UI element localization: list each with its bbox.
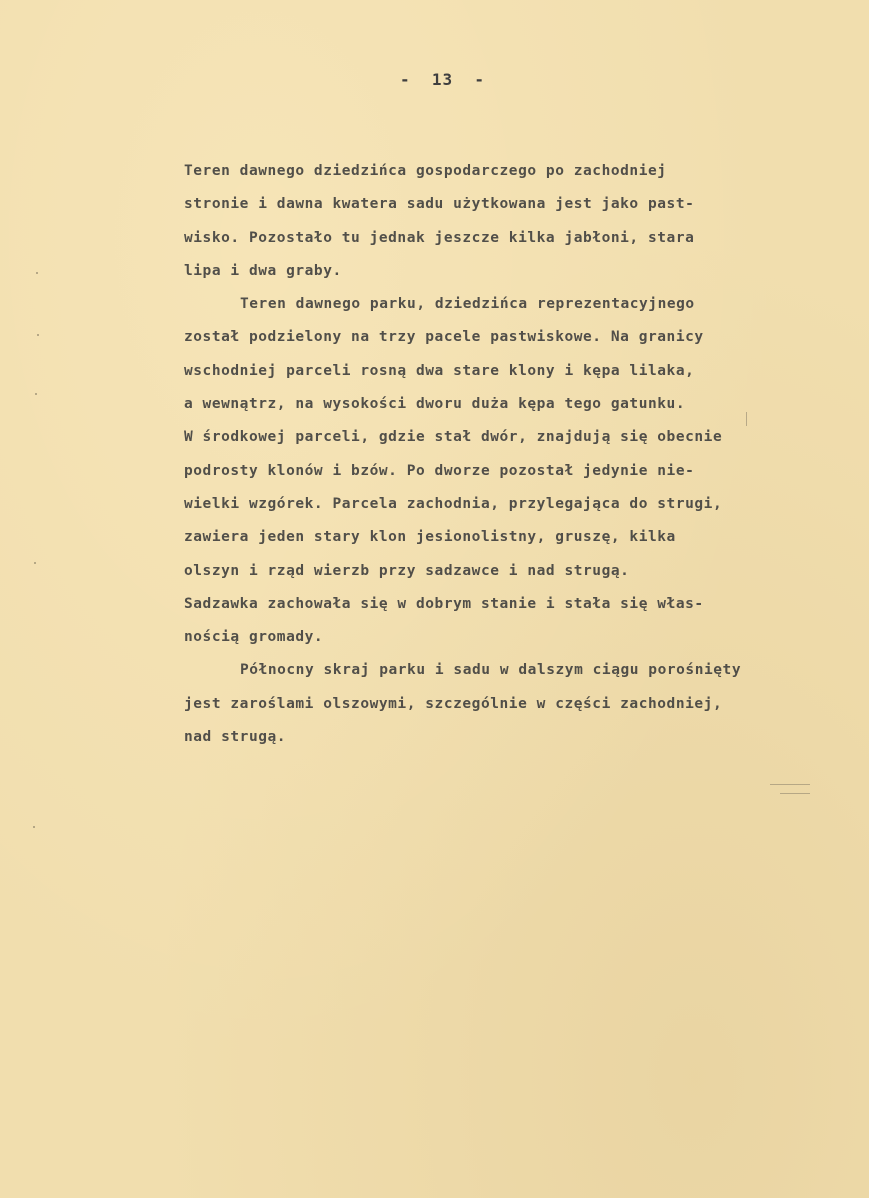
text-line: zawiera jeden stary klon jesionolistny, gruszę, kilka (184, 529, 676, 546)
scan-line-mark (780, 793, 810, 794)
scan-speck (33, 826, 35, 828)
text-line: Teren dawnego dziedzińca gospodarczego po zachodniej (184, 163, 667, 179)
paragraph-start-line: Teren dawnego parku, dziedzińca reprezentacyjnego (240, 296, 695, 313)
scan-speck (35, 393, 37, 395)
scan-line-mark (770, 784, 810, 785)
text-line: wielki wzgórek. Parcela zachodnia, przylegająca do strugi, (184, 495, 723, 512)
text-line: Sadzawka zachowała się w dobrym stanie i stała się włas- (184, 595, 704, 612)
paragraph-start-line: Północny skraj parku i sadu w dalszym ciągu porośnięty (240, 662, 742, 679)
text-line: nad strugą. (184, 729, 287, 746)
scan-speck (36, 272, 38, 274)
text-line: jest zaroślami olszowymi, szczególnie w części zachodniej, (184, 695, 723, 712)
text-line: został podzielony na trzy pacele pastwiskowe. Na granicy (184, 329, 704, 346)
text-line: lipa i dwa graby. (184, 262, 342, 279)
text-line: a wewnątrz, na wysokości dworu duża kępa tego gatunku. (184, 396, 686, 413)
page-number: - 13 - (400, 70, 486, 89)
text-line: olszyn i rząd wierzb przy sadzawce i nad strugą. (184, 562, 630, 579)
text-line: wisko. Pozostało tu jednak jeszcze kilka jabłoni, stara (184, 229, 695, 246)
body-text (184, 155, 824, 754)
scan-line-mark (746, 412, 747, 426)
scan-speck (37, 334, 39, 336)
text-line: podrosty klonów i bzów. Po dworze pozostał jedynie nie- (184, 462, 695, 479)
text-line: stronie i dawna kwatera sadu użytkowana jest jako past- (184, 196, 695, 213)
text-line: wschodniej parceli rosną dwa stare klony i kępa lilaka, (184, 362, 695, 379)
text-line: nością gromady. (184, 629, 324, 646)
text-line: W środkowej parceli, gdzie stał dwór, znajdują się obecnie (184, 429, 723, 446)
scan-speck (34, 562, 36, 564)
